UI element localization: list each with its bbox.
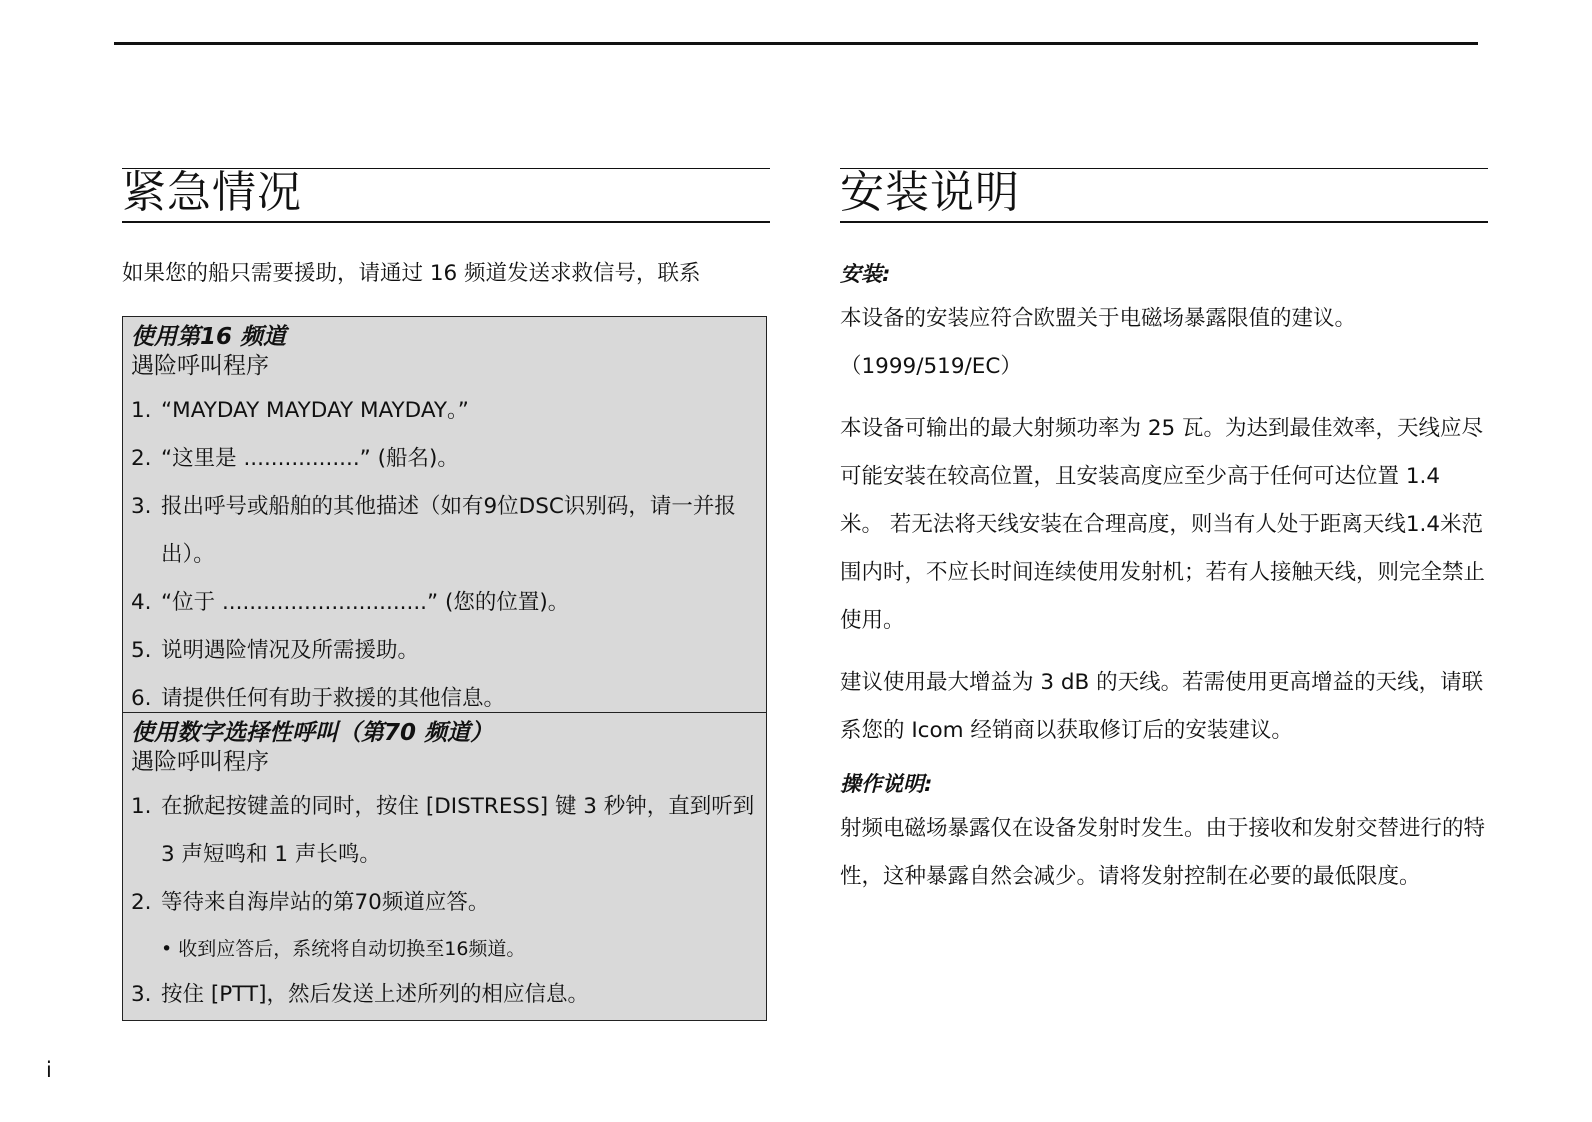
dsc-title: 使用数字选择性呼叫（第70 频道） [131,720,494,746]
emergency-section [122,168,770,289]
step-number: 2. [131,890,152,915]
page-number: i [46,1058,52,1082]
step-text: “位于 ..............................” (您的位置)。 [161,590,570,615]
install-paragraph-1: 本设备的安装应符合欧盟关于电磁场暴露限值的建议。（1999/519/EC） [840,306,1357,379]
emergency-heading: 紧急情况 [122,167,302,218]
list-item [131,627,758,675]
step-number: 3. [131,982,152,1007]
step-text: 按住 [PTT]，然后发送上述所列的相应信息。 [161,982,589,1007]
dsc-note: • 收到应答后，系统将自动切换至16频道。 [161,938,526,960]
step-number: 1. [131,794,152,819]
list-item [131,879,758,927]
step-text: 等待来自海岸站的第70频道应答。 [161,890,490,915]
channel16-title: 使用第16 频道 [131,324,287,350]
install-label: 安装: [840,262,891,286]
list-item [131,675,758,713]
dsc-steps [131,783,758,1019]
list-item [131,783,758,879]
list-item [131,579,758,627]
step-number: 6. [131,686,152,711]
operation-paragraph: 射频电磁场暴露仅在设备发射时发生。由于接收和发射交替进行的特性，这种暴露自然会减少。请将发射控制在必要的最低限度。 [840,816,1486,889]
step-text: 请提供任何有助于救援的其他信息。 [161,686,506,711]
list-item [131,435,758,483]
installation-section [840,168,1488,901]
install-paragraph-2: 本设备可输出的最大射频功率为 25 瓦。为达到最佳效率，天线应尽可能安装在较高位置，且安装高度应至少高于任何可达位置 1.4 米。 若无法将天线安装在合理高度，则当有人处于距离天线1.4米范围内时，不应长时间连续使用发射机；若有人接触天线，则完全禁止使用。 [840,416,1486,633]
installation-heading: 安装说明 [840,167,1020,218]
emergency-heading-rule [122,168,770,223]
step-number: 2. [131,446,152,471]
install-paragraph-3: 建议使用最大增益为 3 dB 的天线。若需使用更高增益的天线，请联系您的 Icom 经销商以获取修订后的安装建议。 [840,670,1484,743]
step-text: “MAYDAY MAYDAY MAYDAY。” [161,398,469,423]
channel16-box [122,316,767,713]
step-text: 在掀起按键盖的同时，按住 [DISTRESS] 键 3 秒钟，直到听到 3 声短鸣和 1 声长鸣。 [161,794,755,867]
dsc-subtitle: 遇险呼叫程序 [131,749,269,775]
step-number: 5. [131,638,152,663]
step-text: 说明遇险情况及所需援助。 [161,638,420,663]
operation-label: 操作说明: [840,772,933,796]
step-number: 4. [131,590,152,615]
emergency-intro: 如果您的船只需要援助，请通过 16 频道发送求救信号，联系 [122,261,701,286]
step-number: 1. [131,398,152,423]
list-item [131,483,758,579]
list-item [131,387,758,435]
top-rule [114,42,1478,45]
list-item [131,971,758,1019]
step-text: 报出呼号或船舶的其他描述（如有9位DSC识别码，请一并报出）。 [161,494,736,567]
step-number: 3. [131,494,152,519]
channel16-steps [131,387,758,713]
step-text: “这里是 .................” (船名)。 [161,446,459,471]
channel16-subtitle: 遇险呼叫程序 [131,353,269,379]
installation-heading-rule [840,168,1488,223]
dsc-box [122,712,767,1021]
